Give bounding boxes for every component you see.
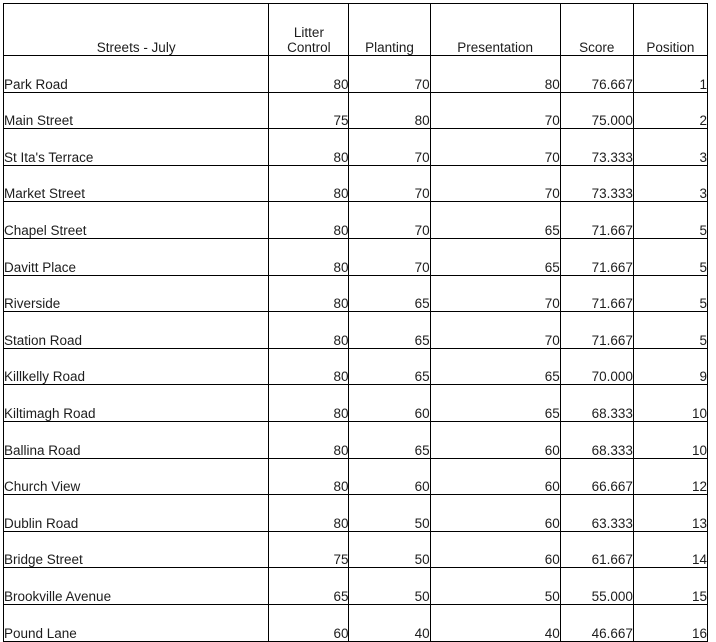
cell-presentation[interactable]: 40	[430, 604, 560, 641]
cell-position[interactable]: 10	[633, 385, 707, 422]
table-row[interactable]	[4, 275, 708, 312]
cell-litter-control[interactable]: 80	[269, 56, 349, 93]
cell-planting[interactable]: 65	[349, 312, 430, 349]
cell-position[interactable]: 3	[633, 129, 707, 166]
cell-street-name[interactable]: Riverside	[4, 275, 269, 312]
column-header-litter-control-line2: Control	[287, 39, 331, 55]
cell-planting[interactable]: 40	[349, 604, 430, 641]
cell-litter-control[interactable]: 65	[269, 568, 349, 605]
cell-street-name[interactable]: Pound Lane	[4, 604, 269, 641]
table-row[interactable]	[4, 238, 708, 275]
cell-position[interactable]: 12	[633, 458, 707, 495]
streets-scores-table	[3, 3, 708, 642]
column-header-score[interactable]: Score	[560, 4, 633, 56]
cell-planting[interactable]: 70	[349, 202, 430, 239]
cell-presentation[interactable]: 80	[430, 56, 560, 93]
table-row[interactable]	[4, 568, 708, 605]
cell-litter-control[interactable]: 75	[269, 92, 349, 129]
cell-planting[interactable]: 80	[349, 92, 430, 129]
cell-presentation[interactable]: 70	[430, 275, 560, 312]
cell-litter-control[interactable]: 80	[269, 312, 349, 349]
cell-planting[interactable]: 65	[349, 421, 430, 458]
cell-street-name[interactable]: Chapel Street	[4, 202, 269, 239]
cell-score[interactable]: 71.667	[560, 202, 633, 239]
cell-score[interactable]: 73.333	[560, 129, 633, 166]
cell-street-name[interactable]: Killkelly Road	[4, 348, 269, 385]
column-header-streets[interactable]: Streets - July	[4, 4, 269, 56]
cell-litter-control[interactable]: 80	[269, 495, 349, 532]
table-row[interactable]	[4, 165, 708, 202]
cell-street-name[interactable]: Park Road	[4, 56, 269, 93]
cell-score[interactable]: 55.000	[560, 568, 633, 605]
column-header-position[interactable]: Position	[633, 4, 707, 56]
cell-presentation[interactable]: 60	[430, 458, 560, 495]
cell-position[interactable]: 14	[633, 531, 707, 568]
cell-score[interactable]: 76.667	[560, 56, 633, 93]
cell-presentation[interactable]: 60	[430, 495, 560, 532]
table-row[interactable]	[4, 495, 708, 532]
cell-presentation[interactable]: 70	[430, 129, 560, 166]
cell-position[interactable]: 16	[633, 604, 707, 641]
cell-score[interactable]: 70.000	[560, 348, 633, 385]
cell-litter-control[interactable]: 80	[269, 165, 349, 202]
cell-presentation[interactable]: 70	[430, 312, 560, 349]
cell-presentation[interactable]: 65	[430, 385, 560, 422]
cell-position[interactable]: 10	[633, 421, 707, 458]
cell-street-name[interactable]: Market Street	[4, 165, 269, 202]
cell-position[interactable]: 15	[633, 568, 707, 605]
cell-planting[interactable]: 70	[349, 238, 430, 275]
cell-presentation[interactable]: 50	[430, 568, 560, 605]
cell-planting[interactable]: 65	[349, 348, 430, 385]
cell-street-name[interactable]: Davitt Place	[4, 238, 269, 275]
cell-litter-control[interactable]: 80	[269, 458, 349, 495]
cell-street-name[interactable]: Brookville Avenue	[4, 568, 269, 605]
table-row[interactable]	[4, 385, 708, 422]
table-row[interactable]	[4, 421, 708, 458]
cell-presentation[interactable]: 60	[430, 421, 560, 458]
table-row[interactable]	[4, 312, 708, 349]
cell-score[interactable]: 68.333	[560, 421, 633, 458]
cell-litter-control[interactable]: 80	[269, 275, 349, 312]
cell-planting[interactable]: 60	[349, 458, 430, 495]
cell-score[interactable]: 66.667	[560, 458, 633, 495]
cell-street-name[interactable]: Church View	[4, 458, 269, 495]
cell-presentation[interactable]: 60	[430, 531, 560, 568]
table-header	[4, 4, 708, 56]
cell-position[interactable]: 2	[633, 92, 707, 129]
table-row[interactable]	[4, 56, 708, 93]
cell-street-name[interactable]: Bridge Street	[4, 531, 269, 568]
cell-score[interactable]: 75.000	[560, 92, 633, 129]
cell-litter-control[interactable]: 80	[269, 385, 349, 422]
cell-planting[interactable]: 70	[349, 56, 430, 93]
table-body	[4, 56, 708, 642]
cell-position[interactable]: 3	[633, 165, 707, 202]
cell-planting[interactable]: 70	[349, 129, 430, 166]
table-row[interactable]	[4, 129, 708, 166]
table-row[interactable]	[4, 531, 708, 568]
cell-score[interactable]: 71.667	[560, 275, 633, 312]
cell-planting[interactable]: 50	[349, 495, 430, 532]
cell-score[interactable]: 71.667	[560, 238, 633, 275]
cell-score[interactable]: 63.333	[560, 495, 633, 532]
cell-position[interactable]: 5	[633, 202, 707, 239]
cell-presentation[interactable]: 70	[430, 92, 560, 129]
table-row[interactable]	[4, 348, 708, 385]
cell-street-name[interactable]: Station Road	[4, 312, 269, 349]
cell-litter-control[interactable]: 80	[269, 238, 349, 275]
cell-position[interactable]: 5	[633, 312, 707, 349]
cell-position[interactable]: 1	[633, 56, 707, 93]
column-header-litter-control[interactable]	[269, 4, 349, 56]
table-row[interactable]	[4, 202, 708, 239]
cell-position[interactable]: 13	[633, 495, 707, 532]
cell-planting[interactable]: 60	[349, 385, 430, 422]
cell-presentation[interactable]: 65	[430, 238, 560, 275]
column-header-litter-control-line1: Litter	[293, 24, 324, 40]
spreadsheet-table-container	[3, 3, 708, 642]
cell-street-name[interactable]: Main Street	[4, 92, 269, 129]
cell-litter-control[interactable]: 60	[269, 604, 349, 641]
cell-position[interactable]: 9	[633, 348, 707, 385]
cell-score[interactable]: 46.667	[560, 604, 633, 641]
column-header-presentation[interactable]: Presentation	[430, 4, 560, 56]
table-row[interactable]	[4, 604, 708, 641]
cell-score[interactable]: 61.667	[560, 531, 633, 568]
cell-presentation[interactable]: 65	[430, 202, 560, 239]
cell-planting[interactable]: 50	[349, 568, 430, 605]
column-header-planting[interactable]: Planting	[349, 4, 430, 56]
cell-planting[interactable]: 50	[349, 531, 430, 568]
cell-street-name[interactable]: Kiltimagh Road	[4, 385, 269, 422]
cell-planting[interactable]: 70	[349, 165, 430, 202]
cell-position[interactable]: 5	[633, 275, 707, 312]
cell-score[interactable]: 73.333	[560, 165, 633, 202]
cell-litter-control[interactable]: 80	[269, 421, 349, 458]
table-row[interactable]	[4, 92, 708, 129]
cell-street-name[interactable]: Ballina Road	[4, 421, 269, 458]
cell-score[interactable]: 71.667	[560, 312, 633, 349]
cell-score[interactable]: 68.333	[560, 385, 633, 422]
cell-presentation[interactable]: 70	[430, 165, 560, 202]
cell-planting[interactable]: 65	[349, 275, 430, 312]
cell-litter-control[interactable]: 75	[269, 531, 349, 568]
cell-street-name[interactable]: Dublin Road	[4, 495, 269, 532]
cell-presentation[interactable]: 65	[430, 348, 560, 385]
cell-litter-control[interactable]: 80	[269, 129, 349, 166]
cell-litter-control[interactable]: 80	[269, 348, 349, 385]
cell-position[interactable]: 5	[633, 238, 707, 275]
cell-street-name[interactable]: St Ita's Terrace	[4, 129, 269, 166]
cell-litter-control[interactable]: 80	[269, 202, 349, 239]
table-row[interactable]	[4, 458, 708, 495]
header-row	[4, 4, 708, 56]
